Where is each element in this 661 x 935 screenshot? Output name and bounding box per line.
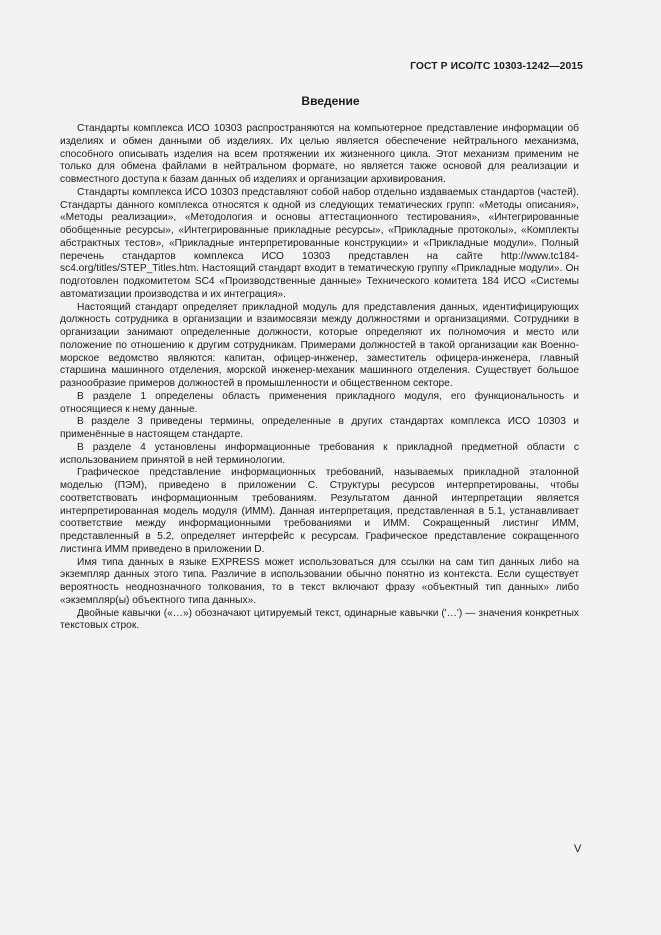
section-title: Введение [301,94,360,108]
paragraph-series: Стандарты комплекса ИСО 10303 представляют собой набор отдельно издаваемых стандартов (частей). Стандарты данного комплекса относятся к одной из следующих тематических групп: «Методы описания», «Методы реализации», «Методология и основы аттестационного тестирования», «Интегрированные обобщенные ресурсы», «Интегрированные прикладные ресурсы», «Прикладные протоколы», «Комплекты абстрактных тестов», «Прикладные интерпретированные конструкции» и «Прикладные модули». Полный перечень стандартов комплекса ИСО 10303 представлен на сайте http://www.tc184-sc4.org/titles/STEP_Titles.htm. Настоящий стандарт входит в тематическую группу «Прикладные модули». Он подготовлен подкомитетом SC4 «Производственные данные» Технического комитета 184 ИСО «Системы автоматизации производства и их интеграция». [60,186,579,300]
paragraph-express-types: Имя типа данных в языке EXPRESS может использоваться для ссылки на сам тип данных либо на экземпляр данных этого типа. Различие в использовании обычно понятно из контекста. Если существует вероятность неоднозначного толкования, то в текст включают фразу «объектный тип данных» либо «экземпляр(ы) объектного типа данных». [60,556,579,606]
standard-code: ГОСТ Р ИСО/ТС 10303-1242—2015 [410,61,583,72]
paragraph-section-4: В разделе 4 установлены информационные требования к прикладной предметной области с использованием принятой в ней терминологии. [60,441,579,466]
paragraph-module-purpose: Настоящий стандарт определяет прикладной модуль для представления данных, идентифицирующих должность сотрудника в организации и взаимосвязи между должностями и организациями. Сотрудники в организации занимают определенные должности, которые определяют их полномочия и место или положение по отношению к другим сотрудникам. Примерами должностей в такой организации как Военно-морское ведомство являются: капитан, офицер-инженер, заместитель офицера-инженера, главный старшина машинного отделения, морской инженер-механик машинного отделения. Существует большое разнообразие примеров должностей в промышленности и общественном секторе. [60,301,579,389]
body-text [60,123,579,633]
paragraph-section-1: В разделе 1 определены область применения прикладного модуля, его функциональность и относящиеся к нему данные. [60,390,579,415]
paragraph-section-3: В разделе 3 приведены термины, определенные в других стандартах комплекса ИСО 10303 и применённые в настоящем стандарте. [60,416,579,440]
paragraph-quotes: Двойные кавычки («…») обозначают цитируемый текст, одинарные кавычки ('…') — значения конкретных текстовых строк. [60,607,579,632]
page-number: V [574,843,582,855]
paragraph-arm-mim: Графическое представление информационных требований, называемых прикладной эталонной моделью (ПЭМ), приведено в приложении С. Структуры ресурсов интерпретированы, чтобы соответствовать информационным требованиям. Результатом данной интерпретации является интерпретированная модель модуля (ИММ). Данная интерпретация, представленная в 5.1, устанавливает соответствие между информационными требованиями и ИММ. Сокращенный листинг ИММ, представленный в 5.2, определяет интерфейс к ресурсам. Графическое представление сокращенного листинга ИММ приведено в приложении D. [60,467,579,555]
paragraph-scope: Стандарты комплекса ИСО 10303 распространяются на компьютерное представление информации об изделиях и обмен данными об изделиях. Их целью является обеспечение нейтрального механизма, способного описывать изделия на всем протяжении их жизненного цикла. Этот механизм применим не только для обмена файлами в нейтральном формате, но является также основой для реализации и совместного доступа к базам данных об изделиях и организации архивирования. [60,123,579,185]
